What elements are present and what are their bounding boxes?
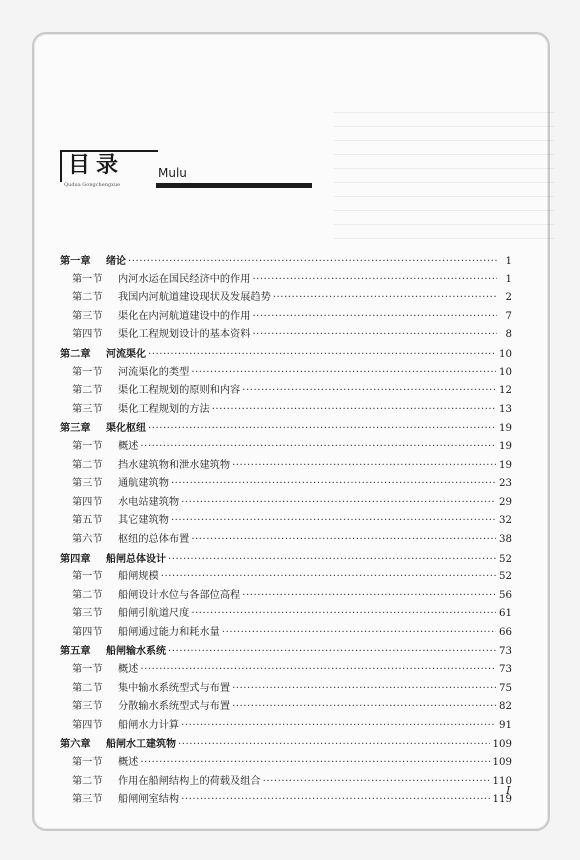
dot-leader	[232, 457, 496, 476]
entry-page-number: 1	[505, 256, 512, 267]
entry-number: 第二节	[72, 775, 103, 787]
entry-title: 内河水运在国民经济中的作用	[118, 273, 251, 285]
dot-leader	[140, 754, 489, 773]
entry-title: 概述	[118, 757, 139, 769]
dot-leader	[222, 624, 496, 643]
entry-number: 第四节	[72, 626, 103, 638]
show-through-text	[334, 112, 554, 242]
dot-leader	[148, 346, 496, 365]
entry-number: 第五章	[60, 645, 91, 658]
toc-chapter-entry	[60, 550, 512, 569]
entry-page-number: 82	[499, 701, 512, 713]
toc-section-entry	[60, 382, 512, 401]
entry-title: 概述	[118, 440, 139, 452]
entry-title: 船闸输水系统	[106, 646, 166, 658]
toc-chapter-entry	[60, 735, 512, 754]
toc-section-entry	[60, 624, 512, 643]
entry-number: 第三节	[72, 608, 103, 620]
entry-title: 枢纽的总体布置	[118, 533, 190, 545]
entry-page-number: 119	[492, 794, 512, 806]
toc-section-entry	[60, 271, 512, 290]
toc-chapter-entry	[60, 419, 512, 438]
entry-number: 第一章	[60, 255, 91, 267]
entry-title: 其它建筑物	[118, 515, 169, 527]
entry-page-number: 66	[499, 626, 512, 638]
toc-section-entry	[60, 457, 512, 476]
entry-number: 第二节	[72, 682, 103, 694]
entry-page-number: 13	[499, 403, 512, 415]
entry-title: 通航建筑物	[118, 478, 169, 490]
entry-page-number: 73	[499, 646, 512, 658]
entry-title: 集中输水系统型式与布置	[118, 682, 231, 694]
dot-leader	[252, 308, 497, 327]
entry-page-number: 75	[499, 682, 512, 694]
entry-page-number: 23	[499, 478, 512, 490]
entry-title: 河流渠化	[106, 348, 146, 360]
entry-page-number: 12	[499, 385, 512, 397]
entry-number: 第二章	[60, 347, 91, 360]
entry-number: 第三节	[72, 310, 103, 322]
toc-section-entry	[60, 401, 512, 420]
entry-page-number: 109	[492, 739, 512, 751]
entry-page-number: 56	[499, 589, 512, 601]
entry-number: 第一节	[72, 440, 103, 452]
dot-leader	[212, 401, 496, 420]
entry-number: 第六节	[72, 533, 103, 545]
dot-leader	[232, 680, 496, 699]
heading-rule	[156, 183, 312, 188]
entry-page-number: 10	[499, 348, 512, 360]
toc-section-entry	[60, 308, 512, 327]
toc-heading	[60, 150, 330, 200]
entry-page-number: 8	[505, 329, 512, 341]
toc-section-entry	[60, 438, 512, 457]
entry-number: 第四节	[72, 329, 103, 341]
toc-section-entry	[60, 754, 512, 773]
entry-number: 第一节	[72, 757, 103, 769]
dot-leader	[263, 773, 490, 792]
toc-section-entry	[60, 661, 512, 680]
toc-section-entry	[60, 289, 512, 308]
dot-leader	[161, 568, 496, 587]
entry-title: 分散输水系统型式与布置	[118, 701, 231, 713]
entry-page-number: 52	[499, 553, 512, 565]
entry-page-number: 29	[499, 496, 512, 508]
entry-page-number: 91	[499, 719, 512, 731]
toc-list	[60, 252, 512, 810]
entry-title: 船闸总体设计	[106, 553, 166, 565]
entry-page-number: 32	[499, 515, 512, 527]
dot-leader	[140, 661, 496, 680]
entry-page-number: 110	[492, 775, 512, 787]
entry-title: 渠化在内河航道建设中的作用	[118, 310, 251, 322]
dot-leader	[178, 736, 490, 755]
toc-section-entry	[60, 773, 512, 792]
entry-title: 船闸设计水位与各部位高程	[118, 589, 241, 601]
entry-number: 第一节	[72, 366, 103, 378]
toc-section-entry	[60, 568, 512, 587]
entry-number: 第四节	[72, 719, 103, 731]
entry-page-number: 7	[505, 310, 512, 322]
dot-leader	[191, 605, 496, 624]
dot-leader	[148, 420, 496, 439]
entry-title: 河流渠化的类型	[118, 366, 190, 378]
dot-leader	[252, 326, 497, 345]
entry-title: 水电站建筑物	[118, 496, 180, 508]
entry-page-number: 19	[499, 423, 512, 435]
entry-number: 第一节	[72, 273, 103, 285]
toc-section-entry	[60, 531, 512, 550]
entry-number: 第二节	[72, 459, 103, 471]
entry-title: 船闸规模	[118, 571, 159, 583]
entry-title: 我国内河航道建设现状及发展趋势	[118, 292, 271, 304]
dot-leader	[242, 587, 496, 606]
entry-number: 第一节	[72, 571, 103, 583]
entry-number: 第二节	[72, 589, 103, 601]
entry-page-number: 52	[499, 571, 512, 583]
dot-leader	[273, 289, 497, 308]
entry-page-number: 2	[505, 292, 512, 304]
toc-section-entry	[60, 475, 512, 494]
dot-leader	[191, 364, 496, 383]
entry-title: 作用在船闸结构上的荷载及组合	[118, 775, 261, 787]
dot-leader	[242, 382, 496, 401]
toc-section-entry	[60, 494, 512, 513]
entry-page-number: 73	[499, 664, 512, 676]
entry-title: 船闸水力计算	[118, 719, 180, 731]
dot-leader	[232, 698, 496, 717]
entry-number: 第三节	[72, 701, 103, 713]
dot-leader	[168, 643, 496, 662]
entry-number: 第三节	[72, 478, 103, 490]
toc-section-entry	[60, 326, 512, 345]
entry-number: 第六章	[60, 738, 91, 751]
entry-page-number: 1	[505, 273, 512, 285]
toc-chapter-entry	[60, 345, 512, 364]
dot-leader	[171, 475, 496, 494]
entry-title: 渠化工程规划设计的基本资料	[118, 329, 251, 341]
entry-title: 船闸引航道尺度	[118, 608, 190, 620]
entry-title: 船闸闸室结构	[118, 794, 180, 806]
toc-chapter-entry	[60, 642, 512, 661]
entry-page-number: 19	[499, 459, 512, 471]
dot-leader	[191, 531, 496, 550]
dot-leader	[128, 253, 497, 272]
toc-section-entry	[60, 717, 512, 736]
entry-title: 渠化工程规划的方法	[118, 403, 210, 415]
entry-title: 概述	[118, 664, 139, 676]
toc-section-entry	[60, 605, 512, 624]
entry-page-number: 10	[499, 366, 512, 378]
entry-title: 渠化枢纽	[106, 423, 146, 435]
toc-section-entry	[60, 680, 512, 699]
entry-page-number: 61	[499, 608, 512, 620]
entry-number: 第五节	[72, 515, 103, 527]
entry-number: 第三章	[60, 422, 91, 435]
entry-title: 船闸水工建筑物	[106, 739, 176, 751]
entry-page-number: 19	[499, 440, 512, 452]
toc-section-entry	[60, 512, 512, 531]
entry-number: 第四节	[72, 496, 103, 508]
dot-leader	[181, 717, 496, 736]
toc-section-entry	[60, 364, 512, 383]
entry-number: 第四章	[60, 552, 91, 565]
entry-number: 第二节	[72, 292, 103, 304]
entry-title: 渠化工程规划的原则和内容	[118, 385, 241, 397]
dot-leader	[252, 271, 497, 290]
entry-page-number: 38	[499, 533, 512, 545]
pinyin-caption: Qudua Gongchengxue	[64, 182, 121, 188]
entry-title: 绪论	[106, 256, 126, 267]
entry-page-number: 109	[492, 757, 512, 769]
page-number: I	[506, 784, 511, 797]
page-title-latin: Mulu	[158, 166, 187, 180]
dot-leader	[168, 551, 496, 570]
page-title: 目录	[68, 153, 125, 178]
entry-number: 第一节	[72, 664, 103, 676]
toc-section-entry	[60, 587, 512, 606]
entry-title: 挡水建筑物和泄水建筑物	[118, 459, 231, 471]
toc-section-entry	[60, 791, 512, 810]
entry-number: 第二节	[72, 385, 103, 397]
entry-number: 第三节	[72, 794, 103, 806]
dot-leader	[181, 494, 496, 513]
dot-leader	[171, 512, 496, 531]
dot-leader	[140, 438, 496, 457]
entry-number: 第三节	[72, 403, 103, 415]
dot-leader	[181, 791, 489, 810]
toc-chapter-entry	[60, 252, 512, 271]
toc-section-entry	[60, 698, 512, 717]
entry-title: 船闸通过能力和耗水量	[118, 626, 220, 638]
